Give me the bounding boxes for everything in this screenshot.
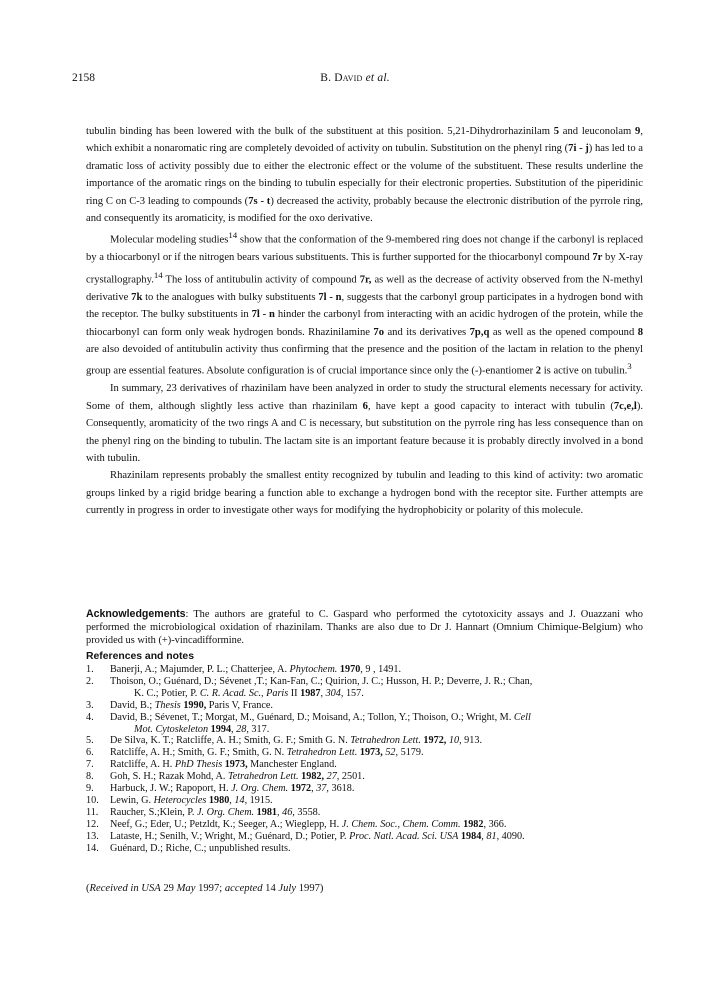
compound-label: 1987 [300, 687, 321, 699]
text-run: Neef, G.; Eder, U.; Petzldt, K.; Seeger, A.; Wieglepp, H. [110, 818, 342, 830]
text-run: 81, [486, 830, 500, 842]
text-run: J. Chem. Soc., Chem. Comm. [341, 818, 461, 830]
text-run: 2501. [339, 771, 365, 783]
text-run: 10, [448, 735, 462, 747]
body-text [86, 123, 643, 520]
text-run: , [277, 806, 283, 818]
compound-label: 2 [535, 365, 542, 377]
text-run: PhD Thesis [174, 759, 223, 771]
compound-label: 1982, [301, 771, 325, 783]
reference-number: 8. [86, 771, 94, 783]
text-run: Lewin, G. [110, 794, 154, 806]
text-run: , [311, 783, 317, 795]
reference-item [86, 795, 643, 807]
text-run: 1997) [296, 883, 324, 894]
text-run: Molecular modeling studies [110, 234, 229, 246]
text-run: , [320, 687, 326, 699]
reference-number: 7. [86, 759, 94, 771]
text-run: Tetrahedron Lett. [350, 735, 421, 747]
text-run: hinder the carbonyl from interacting with an acidic hydrogen of the protein, while the thiocarbonyl can form only weak hydrogen bonds. Rhazinilamine [86, 309, 643, 338]
compound-label: 7l - n [251, 309, 275, 321]
text-run: Heterocycles [153, 794, 207, 806]
text-run: as well as the decrease of activity observed from the N-methyl derivative [86, 274, 643, 303]
text-run: 14 [262, 883, 279, 894]
text-run: 28, [236, 723, 249, 735]
reference-item [86, 747, 643, 759]
compound-label: 7r [592, 252, 603, 264]
text-run: 304, [325, 687, 344, 699]
text-run: Lataste, H.; Senilh, V.; Wright, M.; Guénard, D.; Potier, P. [110, 830, 350, 842]
reference-text [110, 664, 643, 676]
paragraph [86, 227, 643, 380]
text-run: ) has led to a dramatic loss of activity possibly due to either the electronic effect or the volume of the substituent. These results underline the importance of the aromatic rings on the binding to tubulin especially for their electronic properties. Substitution of the piperidinic ring C on C-3 leading to compounds ( [86, 143, 643, 207]
text-run: Manchester England. [247, 759, 337, 771]
compound-label: 5 [553, 126, 560, 137]
paragraph [86, 467, 643, 519]
compound-label: 1984 [460, 830, 482, 842]
text-run: ( [86, 883, 90, 894]
received-note [86, 883, 323, 894]
reference-text [110, 735, 643, 747]
reference-number: 3. [86, 699, 94, 711]
text-run: Rhazinilam represents probably the smallest entity recognized by tubulin and leading to this kind of activity: two aromatic groups linked by a rigid bridge bearing a function able to exchange a hydrogen bond with the receptor site. Further attempts are currently in progress in order to investigate other ways for modifying the hydrophobicity or polarity of this molecule. [86, 470, 643, 517]
compound-label: 1990, [183, 699, 207, 711]
compound-label: 7s - t [248, 195, 271, 207]
text-run: by X-ray crystallography. [86, 252, 643, 286]
text-run: , which exhibit a nonaromatic ring are completely devoided of activity on tubulin. Substitution on the phenyl ring ( [86, 126, 643, 155]
text-run: 157. [343, 687, 364, 699]
text-run: , [229, 794, 235, 806]
references-title: References and notes [86, 651, 194, 662]
text-run: is active on tubulin. [541, 365, 628, 377]
running-head-author: David [334, 72, 363, 84]
compound-label: 7r, [359, 274, 372, 286]
text-run: II [288, 687, 301, 699]
text-run: July [278, 883, 297, 894]
text-run: Tetrahedron Lett. [286, 747, 358, 759]
text-run: Ratcliffe, A. H. [110, 759, 175, 771]
text-run: Thesis [154, 699, 181, 711]
text-run: 1997; [195, 883, 225, 894]
text-run: Cell [513, 711, 531, 723]
compound-label: 1973, [359, 747, 383, 759]
compound-label: 1972, [423, 735, 447, 747]
text-run: 29 [160, 883, 177, 894]
compound-label: 6 [362, 400, 368, 412]
text-run: 37, [316, 783, 329, 795]
reference-text [110, 843, 643, 855]
reference-item [86, 664, 643, 676]
reference-text [110, 771, 643, 783]
text-run: Guénard, D.; Riche, C.; unpublished results. [110, 842, 291, 854]
text-run: and leuconolam [559, 126, 636, 137]
reference-continuation [110, 724, 643, 736]
reference-text [110, 831, 643, 843]
text-run: 913. [461, 735, 482, 747]
reference-text [110, 747, 643, 759]
text-run: 52, [385, 747, 399, 759]
text-run: Tetrahedron Lett. [228, 771, 299, 783]
text-run: May [176, 883, 196, 894]
compound-label: 9 [635, 126, 641, 137]
running-head-initial: B. [320, 72, 335, 84]
text-run: 46, [282, 806, 295, 818]
compound-label: 7k [131, 291, 143, 303]
paragraph [86, 380, 643, 467]
reference-item [86, 676, 643, 700]
text-run: show that the conformation of the 9-membered ring does not change if the carbonyl is replaced by a thiocarbonyl or if the nitrogen bears various substituents. This is further supported for the thiocarbonyl compound [86, 234, 644, 264]
reference-number: 5. [86, 735, 94, 747]
reference-number: 11. [86, 806, 99, 818]
compound-label: 1972 [290, 783, 312, 795]
running-head [72, 72, 638, 84]
text-run: De Silva, K. T.; Ratcliffe, A. H.; Smith, G. F.; Smith G. N. [110, 735, 351, 747]
text-run: 4090. [499, 830, 525, 842]
text-run: accepted [224, 883, 263, 894]
compound-label: 1970 [339, 664, 361, 675]
compound-label: 1980 [208, 794, 230, 806]
text-run: Proc. Natl. Acad. Sci. USA [349, 830, 459, 842]
reference-text [110, 700, 643, 712]
citation-superscript: 14 [153, 269, 163, 280]
acknowledgements-title: Acknowledgements [86, 608, 186, 620]
text-run: Paris V, France. [206, 699, 273, 711]
text-run: and its derivatives [384, 326, 470, 338]
paragraph [86, 123, 643, 227]
text-run: ). Consequently, aromaticity of the two rings A and C is necessary, but substitution on the pyrrole ring has less consequence than on the phenyl ring on the binding to tubulin. The lactam site is an important feature because it is probably directly involved in a bond with tubulin. [86, 400, 643, 464]
reference-item [86, 819, 643, 831]
reference-item [86, 807, 643, 819]
reference-text [110, 795, 643, 807]
text-run: 14, [234, 794, 248, 806]
text-run: 27, [326, 771, 340, 783]
page-number: 2158 [72, 72, 95, 84]
reference-item [86, 700, 643, 712]
text-run: David, B.; Sévenet, T.; Morgat, M., Guénard, D.; Moisand, A.; Tollon, Y.; Thoison, O.; Wright, M. [110, 711, 514, 723]
reference-item [86, 831, 643, 843]
text-run: , have kept a good capacity to interact with tubulin ( [367, 400, 614, 412]
text-run: 3618. [328, 783, 355, 795]
reference-item [86, 771, 643, 783]
compound-label: 7o [373, 326, 385, 338]
compound-label: 1994 [210, 723, 232, 735]
reference-text [110, 676, 643, 700]
reference-continuation [110, 688, 643, 700]
compound-label: 7p,q [469, 326, 490, 338]
reference-text [110, 759, 643, 771]
compound-label: 1981 [256, 806, 278, 818]
text-run: 3558. [294, 806, 321, 818]
reference-number: 13. [86, 830, 99, 842]
text-run: Goh, S. H.; Razak Mohd, A. [110, 771, 229, 783]
text-run: , [231, 723, 237, 735]
text-run: 317. [248, 723, 270, 735]
text-run: tubulin binding has been lowered with the bulk of the substituent at this position. 5,21-Dihydrorhazinilam [86, 126, 554, 137]
reference-number: 12. [86, 818, 99, 830]
reference-number: 1. [86, 664, 94, 675]
reference-text [110, 712, 643, 736]
references-list [86, 664, 643, 855]
text-run: 1915. [247, 794, 273, 806]
text-run: K. C.; Potier, P. [134, 687, 200, 699]
text-run: C. R. Acad. Sc., Paris [199, 687, 289, 699]
acknowledgements [86, 608, 643, 648]
text-run: J. Org. Chem. [197, 806, 255, 818]
reference-number: 9. [86, 783, 94, 795]
reference-item [86, 843, 643, 855]
reference-item [86, 759, 643, 771]
text-run: Mot. Cytoskeleton [134, 723, 209, 735]
text-run: , [481, 830, 487, 842]
citation-superscript: 14 [228, 230, 238, 241]
text-run: to the analogues with bulky substituents [142, 291, 319, 303]
text-run: Thoison, O.; Guénard, D.; Sévenet ,T.; Kan-Fan, C.; Quirion, J. C.; Husson, H. P.; Deverre, J. R.; Chan, [110, 675, 533, 687]
reference-text [110, 807, 643, 819]
text-run: J. Org. Chem. [231, 783, 289, 795]
compound-label: 7l - n [318, 291, 342, 303]
compound-label: 8 [637, 326, 643, 338]
text-run: 5179. [398, 747, 424, 759]
reference-text [110, 819, 643, 831]
reference-number: 14. [86, 842, 99, 854]
reference-number: 10. [86, 794, 99, 806]
text-run: Phytochem. [289, 664, 338, 675]
text-run: In summary, 23 derivatives of rhazinilam have been analyzed in order to study the structural elements necessary for activity. Some of them, although slightly less active than rhazinilam [86, 383, 643, 412]
text-run: are also devoided of antitubulin activity thus confirming that the presence and the position of the lactam in relation to the phenyl group are essential features. Absolute configuration is of crucial importance since only the (-)-enantiomer [86, 343, 643, 377]
citation-superscript: 3 [627, 361, 632, 372]
compound-label: 1973, [224, 759, 248, 771]
text-run: Raucher, S.;Klein, P. [110, 806, 198, 818]
text-run: Harbuck, J. W.; Rapoport, H. [110, 783, 232, 795]
text-run: , 9 , 1491. [360, 664, 402, 675]
compound-label: 7c,e,l [613, 400, 637, 412]
compound-label: 1982 [463, 818, 484, 830]
reference-item [86, 735, 643, 747]
text-run: David, B.; [110, 699, 155, 711]
text-run: as well as the opened compound [489, 326, 638, 338]
compound-label: 7i - j [568, 143, 589, 155]
text-run: , 366. [483, 818, 507, 830]
text-run: Banerji, A.; Majumder, P. L.; Chatterjee, A. [110, 664, 290, 675]
text-run: Ratcliffe, A. H.; Smith, G. F.; Smith, G. N. [110, 747, 287, 759]
acknowledgements-text: : The authors are grateful to C. Gaspard who performed the cytotoxicity assays and J. Ouazzani who performed the microbiological oxidation of rhazinilam. Thanks are also due to Dr J. Hannart (Omnium Chimique-Belgium) who provided us with (+)-vincadifformine. [86, 609, 643, 647]
text-run: , suggests that the carbonyl group participates in a hydrogen bond with the receptor. The bulky substituents in [86, 291, 644, 321]
reference-number: 2. [86, 675, 94, 687]
reference-text [110, 783, 643, 795]
running-head-et-al: et al. [362, 72, 390, 84]
reference-item [86, 712, 643, 736]
text-run: ) decreased the activity, probably because the electronic distribution of the pyrrole ring, and consequently its aromaticity, is modified for the oxo derivative. [86, 195, 644, 225]
reference-number: 4. [86, 711, 94, 723]
reference-number: 6. [86, 747, 94, 759]
text-run: Received in USA [89, 883, 161, 894]
text-run: The loss of antitubulin activity of compound [162, 274, 360, 286]
reference-item [86, 783, 643, 795]
